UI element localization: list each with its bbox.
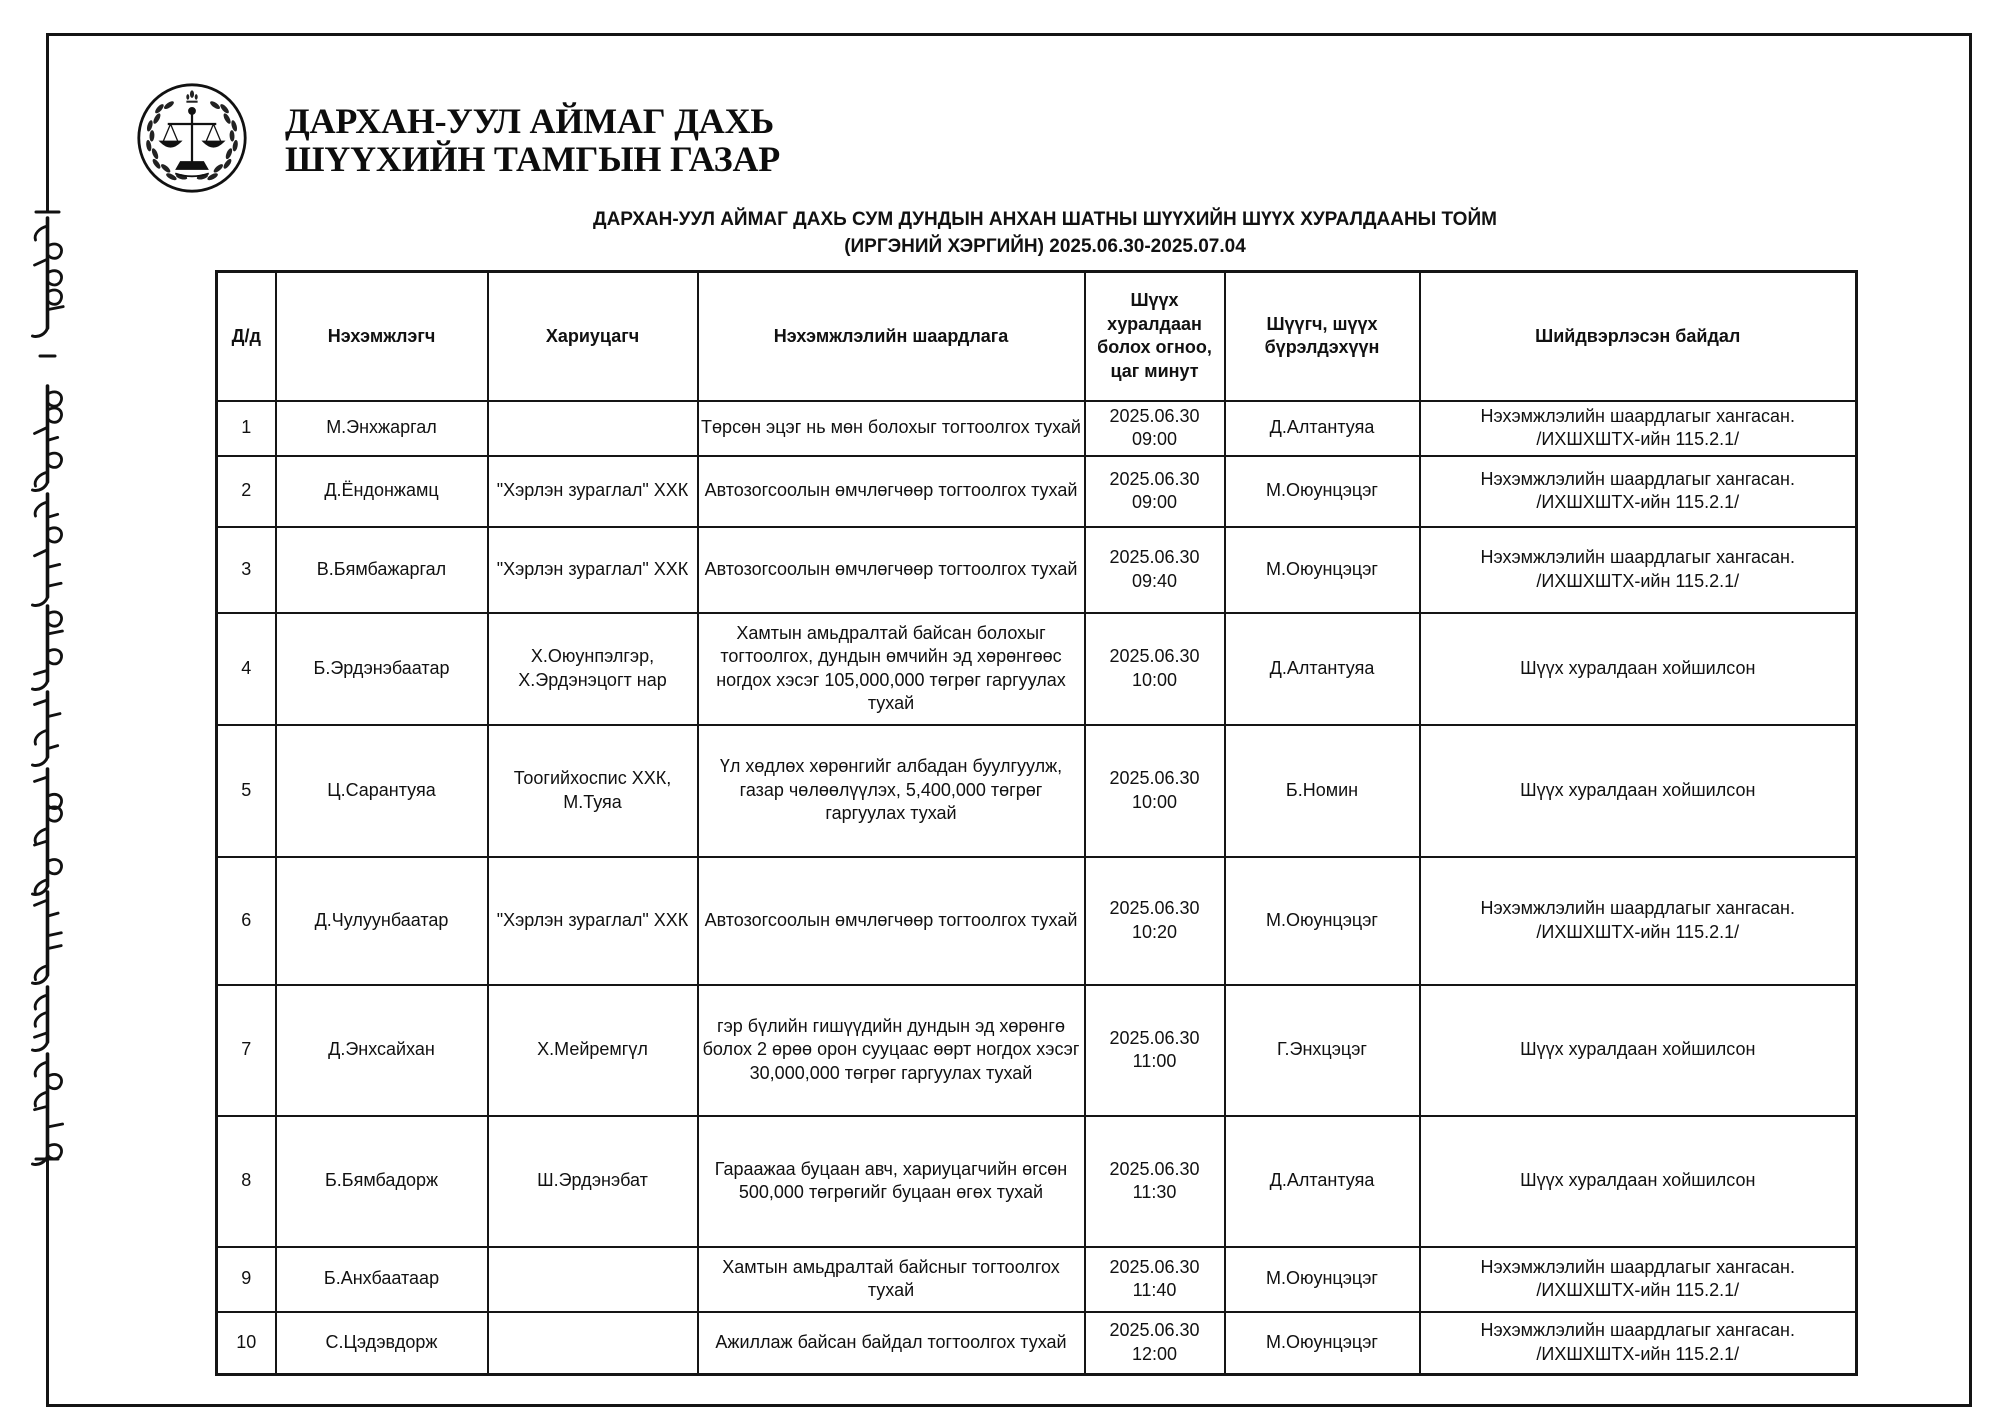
judge-cell: М.Оюунцэцэг [1225, 456, 1420, 527]
decision-legal-basis: /ИХШХШТХ-ийн 115.2.1/ [1536, 570, 1740, 591]
judge-cell: Д.Алтантуяа [1225, 613, 1420, 725]
organization-name [285, 102, 780, 178]
organization-name-line2: ШҮҮХИЙН ТАМГЫН ГАЗАР [285, 139, 781, 179]
hearing-date: 2025.06.30 [1109, 1158, 1200, 1179]
hearing-date: 2025.06.30 [1109, 468, 1200, 489]
report-title [225, 206, 1865, 260]
table-row [217, 1312, 1857, 1375]
plaintiff-cell: Д.Энхсайхан [276, 985, 488, 1116]
hearing-time: 11:00 [1132, 1051, 1177, 1071]
decision-cell [1420, 1247, 1857, 1312]
decision-legal-basis: /ИХШХШТХ-ийн 115.2.1/ [1536, 1280, 1740, 1300]
table-row [217, 456, 1857, 527]
hearing-date: 2025.06.30 [1109, 405, 1200, 426]
hearing-date: 2025.06.30 [1109, 646, 1200, 667]
row-number-cell: 1 [217, 401, 276, 456]
plaintiff-cell: С.Цэдэвдорж [276, 1312, 488, 1375]
page-frame-bottom [46, 1404, 1972, 1407]
column-header-plaintiff: Нэхэмжлэгч [276, 272, 488, 401]
hearing-date: 2025.06.30 [1109, 768, 1200, 789]
judge-cell: М.Оюунцэцэг [1225, 1312, 1420, 1375]
plaintiff-cell: Д.Ёндонжамц [276, 456, 488, 527]
decision-cell [1420, 613, 1857, 725]
defendant-cell: Х.Мейремгүл [488, 985, 698, 1116]
plaintiff-cell: Д.Чулуунбаатар [276, 857, 488, 985]
hearing-date: 2025.06.30 [1109, 1027, 1200, 1048]
table-header [217, 272, 1857, 401]
organization-name-line1: ДАРХАН-УУЛ АЙМАГ ДАХЬ [285, 101, 774, 141]
claim-cell: Ажиллаж байсан байдал тогтоолгох тухай [698, 1312, 1085, 1375]
decision-cell [1420, 725, 1857, 857]
defendant-cell [488, 401, 698, 456]
hearing-date: 2025.06.30 [1109, 1256, 1200, 1277]
claim-cell: гэр бүлийн гишүүдийн дундын эд хөрөнгө болох 2 өрөө орон сууцаас өөрт ногдох хэсэг 30,000,000 төгрөг гаргуулах тухай [698, 985, 1085, 1116]
row-number-cell: 4 [217, 613, 276, 725]
hearing-datetime-cell [1085, 527, 1225, 613]
decision-cell [1420, 401, 1857, 456]
decision-cell [1420, 527, 1857, 613]
hearing-datetime-cell [1085, 1247, 1225, 1312]
hearing-time: 10:00 [1131, 669, 1178, 690]
hearing-datetime-cell [1085, 1116, 1225, 1247]
decision-legal-basis: /ИХШХШТХ-ийн 115.2.1/ [1536, 492, 1740, 512]
judge-cell: Г.Энхцэцэг [1225, 985, 1420, 1116]
defendant-cell: Тоогийхоспис ХХК, М.Туяа [488, 725, 698, 857]
decision-text: Нэхэмжлэлийн шаардлагыг хангасан. [1480, 1320, 1795, 1341]
table-row [217, 613, 1857, 725]
decision-text: Нэхэмжлэлийн шаардлагыг хангасан. [1480, 468, 1795, 489]
defendant-cell: "Хэрлэн зураглал" ХХК [488, 857, 698, 985]
judge-cell: Д.Алтантуяа [1225, 1116, 1420, 1247]
decision-text: Нэхэмжлэлийн шаардлагыг хангасан. [1480, 1256, 1795, 1277]
claim-cell: Автозогсоолын өмчлөгчөөр тогтоолгох тухай [698, 857, 1085, 985]
mongolian-script-calligraphy [0, 0, 110, 1414]
court-emblem-logo [136, 82, 248, 194]
hearing-datetime-cell [1085, 1312, 1225, 1375]
table-row [217, 527, 1857, 613]
defendant-cell: "Хэрлэн зураглал" ХХК [488, 527, 698, 613]
row-number-cell: 3 [217, 527, 276, 613]
row-number-cell: 9 [217, 1247, 276, 1312]
hearing-datetime-cell [1085, 456, 1225, 527]
hearing-summary-table [215, 270, 1858, 1376]
table-row [217, 725, 1857, 857]
decision-text: Шүүх хуралдаан хойшилсон [1520, 779, 1756, 800]
hearing-time: 12:00 [1131, 1343, 1178, 1364]
hearing-datetime-cell [1085, 613, 1225, 725]
hearing-datetime-cell [1085, 401, 1225, 456]
hearing-datetime-cell [1085, 985, 1225, 1116]
decision-text: Нэхэмжлэлийн шаардлагыг хангасан. [1480, 405, 1795, 426]
table-row [217, 857, 1857, 985]
decision-text: Шүүх хуралдаан хойшилсон [1520, 1170, 1756, 1191]
flame-ornament-icon [186, 90, 197, 102]
report-title-line1: ДАРХАН-УУЛ АЙМАГ ДАХЬ СУМ ДУНДЫН АНХАН ШАТНЫ ШҮҮХИЙН ШҮҮХ ХУРАЛДААНЫ ТОЙМ [593, 209, 1497, 230]
defendant-cell [488, 1312, 698, 1375]
defendant-cell: Ш.Эрдэнэбат [488, 1116, 698, 1247]
decision-legal-basis: /ИХШХШТХ-ийн 115.2.1/ [1536, 1343, 1740, 1364]
row-number-cell: 10 [217, 1312, 276, 1375]
judge-cell: М.Оюунцэцэг [1225, 857, 1420, 985]
claim-cell: Хамтын амьдралтай байсныг тогтоолгох тухай [698, 1247, 1085, 1312]
row-number-cell: 7 [217, 985, 276, 1116]
claim-cell: Гараажаа буцаан авч, хариуцагчийн өгсөн 500,000 төгрөгийг буцаан өгөх тухай [698, 1116, 1085, 1247]
decision-legal-basis: /ИХШХШТХ-ийн 115.2.1/ [1536, 429, 1740, 449]
hearing-time: 10:00 [1131, 791, 1178, 812]
hearing-time: 09:40 [1131, 570, 1178, 591]
decision-text: Шүүх хуралдаан хойшилсон [1520, 1039, 1756, 1060]
row-number-cell: 2 [217, 456, 276, 527]
claim-cell: Автозогсоолын өмчлөгчөөр тогтоолгох тухай [698, 527, 1085, 613]
decision-text: Шүүх хуралдаан хойшилсон [1520, 657, 1756, 678]
column-header-hearing-datetime: Шүүх хуралдаан болох огноо, цаг минут [1085, 272, 1225, 401]
judge-cell: М.Оюунцэцэг [1225, 1247, 1420, 1312]
hearing-time: 11:30 [1132, 1182, 1177, 1202]
claim-cell: Үл хөдлөх хөрөнгийг албадан буулгуулж, газар чөлөөлүүлэх, 5,400,000 төгрөг гаргуулах тухай [698, 725, 1085, 857]
decision-cell [1420, 456, 1857, 527]
row-number-cell: 8 [217, 1116, 276, 1247]
column-header-number: Д/д [217, 272, 276, 401]
plaintiff-cell: М.Энхжаргал [276, 401, 488, 456]
column-header-judge: Шүүгч, шүүх бүрэлдэхүүн [1225, 272, 1420, 401]
hearing-datetime-cell [1085, 725, 1225, 857]
table-row [217, 1116, 1857, 1247]
defendant-cell [488, 1247, 698, 1312]
column-header-claim: Нэхэмжлэлийн шаардлага [698, 272, 1085, 401]
decision-text: Нэхэмжлэлийн шаардлагыг хангасан. [1480, 547, 1795, 568]
table-row [217, 1247, 1857, 1312]
page-frame-top [46, 33, 1972, 36]
hearing-time: 10:20 [1131, 921, 1178, 942]
decision-text: Нэхэмжлэлийн шаардлагыг хангасан. [1480, 898, 1795, 919]
hearing-date: 2025.06.30 [1109, 547, 1200, 568]
scales-of-justice-icon [161, 108, 223, 176]
hearing-datetime-cell [1085, 857, 1225, 985]
row-number-cell: 6 [217, 857, 276, 985]
plaintiff-cell: Б.Эрдэнэбаатар [276, 613, 488, 725]
table-header-row [217, 272, 1857, 401]
decision-cell [1420, 1312, 1857, 1375]
column-header-decision: Шийдвэрлэсэн байдал [1420, 272, 1857, 401]
hearing-time: 09:00 [1131, 429, 1178, 449]
judge-cell: Б.Номин [1225, 725, 1420, 857]
hearing-time: 09:00 [1131, 492, 1178, 512]
claim-cell: Хамтын амьдралтай байсан болохыг тогтоолгох, дундын өмчийн эд хөрөнгөөс ногдох хэсэг 105,000,000 төгрөг гаргуулах тухай [698, 613, 1085, 725]
defendant-cell: "Хэрлэн зураглал" ХХК [488, 456, 698, 527]
plaintiff-cell: Ц.Сарантуяа [276, 725, 488, 857]
decision-legal-basis: /ИХШХШТХ-ийн 115.2.1/ [1536, 921, 1740, 942]
page-frame-right [1969, 33, 1972, 1407]
claim-cell: Автозогсоолын өмчлөгчөөр тогтоолгох тухай [698, 456, 1085, 527]
table-row [217, 985, 1857, 1116]
plaintiff-cell: В.Бямбажаргал [276, 527, 488, 613]
claim-cell: Төрсөн эцэг нь мөн болохыг тогтоолгох тухай [698, 401, 1085, 456]
column-header-defendant: Хариуцагч [488, 272, 698, 401]
defendant-cell: Х.Оюунпэлгэр, Х.Эрдэнэцогт нар [488, 613, 698, 725]
hearing-time: 11:40 [1132, 1280, 1177, 1300]
report-title-line2: (ИРГЭНИЙ ХЭРГИЙН) 2025.06.30-2025.07.04 [844, 236, 1246, 257]
judge-cell: М.Оюунцэцэг [1225, 527, 1420, 613]
row-number-cell: 5 [217, 725, 276, 857]
hearing-date: 2025.06.30 [1109, 898, 1200, 919]
judge-cell: Д.Алтантуяа [1225, 401, 1420, 456]
plaintiff-cell: Б.Анхбаатаар [276, 1247, 488, 1312]
table-row [217, 401, 1857, 456]
plaintiff-cell: Б.Бямбадорж [276, 1116, 488, 1247]
decision-cell [1420, 1116, 1857, 1247]
decision-cell [1420, 857, 1857, 985]
hearing-date: 2025.06.30 [1109, 1320, 1200, 1341]
table-body [217, 401, 1857, 1375]
decision-cell [1420, 985, 1857, 1116]
